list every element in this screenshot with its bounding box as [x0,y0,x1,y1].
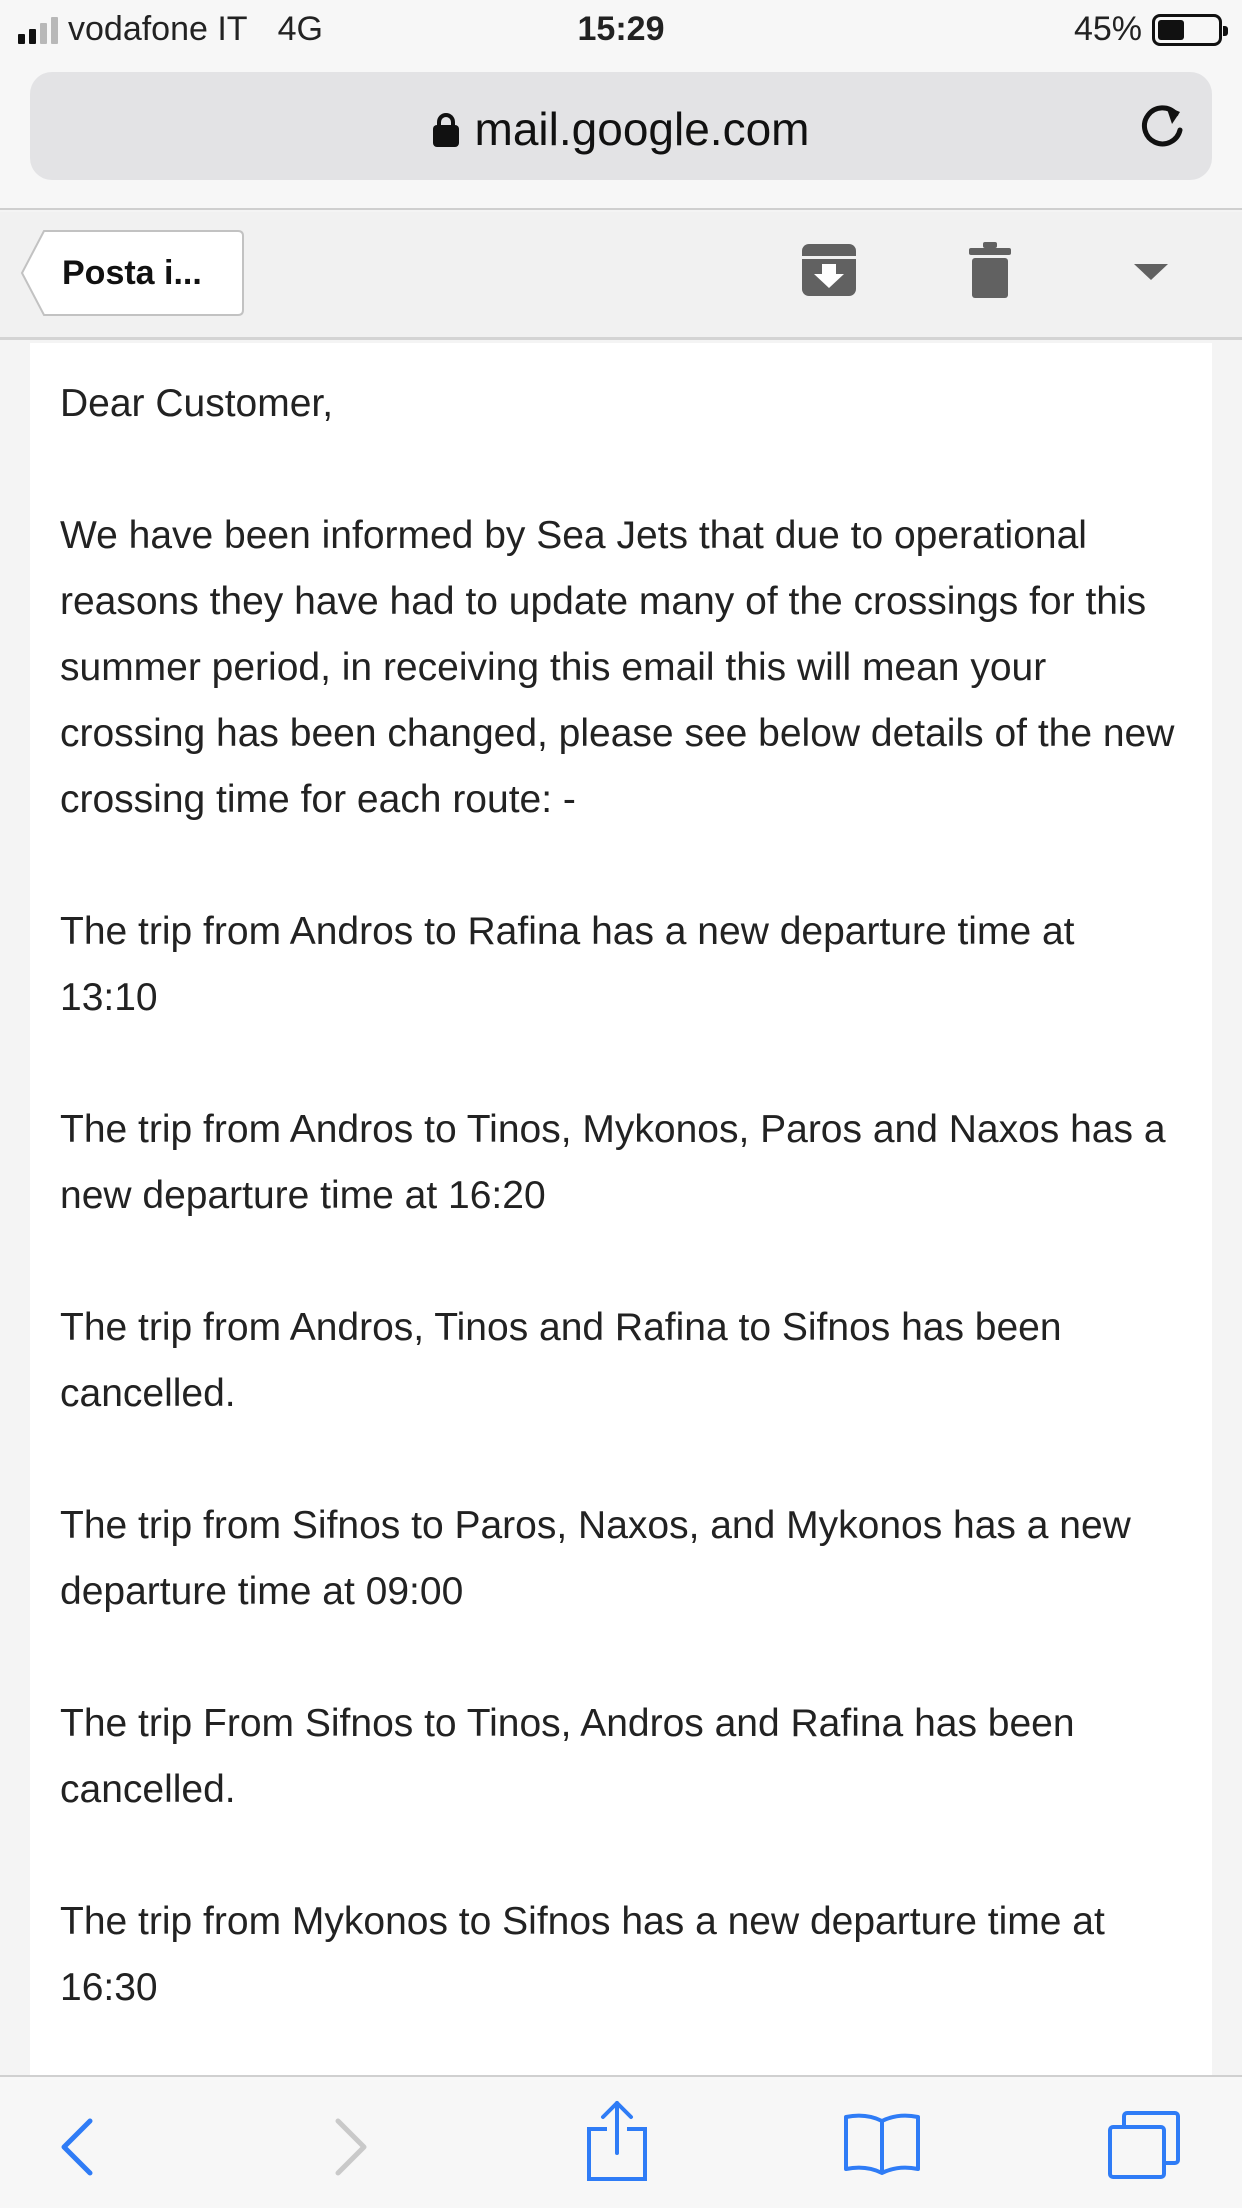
browser-bottom-toolbar [0,2075,1242,2208]
url-text: mail.google.com [474,103,810,155]
status-right [1074,10,1222,49]
back-to-inbox-button[interactable] [20,229,245,317]
email-paragraph: The trip from Andros to Tinos, Mykonos, Paros and Naxos has a new departure time at 16:20 [60,1108,1166,1217]
email-paragraph: We have been informed by Sea Jets that due to operational reasons they have had to update many of the crossings for this summer period, in receiving this email this will mean your crossing has been changed, please see below details of the new crossing time for each route: - [60,514,1175,821]
address-bar[interactable] [30,72,1212,180]
email-paragraph: The trip from Mykonos to Sifnos has a new departure time at 16:30 [60,1900,1105,2009]
url-display[interactable] [30,102,1212,156]
bookmarks-icon[interactable] [842,2111,922,2175]
battery-percent: 45% [1073,10,1142,48]
network-type: 4G [277,10,323,48]
reload-icon[interactable] [1136,100,1188,152]
back-button-label: Posta i... [62,254,202,292]
gmail-toolbar [0,212,1242,340]
email-paragraph: The trip From Sifnos to Tinos, Andros and Rafina has been cancelled. [60,1702,1075,1811]
tabs-icon[interactable] [1106,2109,1182,2181]
status-bar [0,0,1242,62]
browser-address-area [0,62,1242,210]
more-options-chevron-down-icon[interactable] [1134,262,1168,282]
carrier-name: vodafone IT [68,10,248,48]
email-body [30,343,1212,2075]
lock-icon [433,113,459,147]
clock: 15:29 [577,10,665,48]
battery-icon [1152,14,1222,46]
share-icon[interactable] [585,2099,649,2183]
email-paragraph: The trip from Sifnos to Paros, Naxos, and Mykonos has a new departure time at 09:00 [60,1504,1131,1613]
forward-chevron-icon[interactable] [334,2117,370,2177]
trash-icon[interactable] [968,240,1012,300]
back-chevron-icon[interactable] [58,2117,94,2177]
archive-icon[interactable] [800,240,858,300]
email-paragraph: The trip from Andros, Tinos and Rafina to Sifnos has been cancelled. [60,1306,1062,1415]
email-greeting: Dear Customer, [60,382,334,425]
email-paragraph: The trip from Andros to Rafina has a new departure time at 13:10 [60,910,1075,1019]
